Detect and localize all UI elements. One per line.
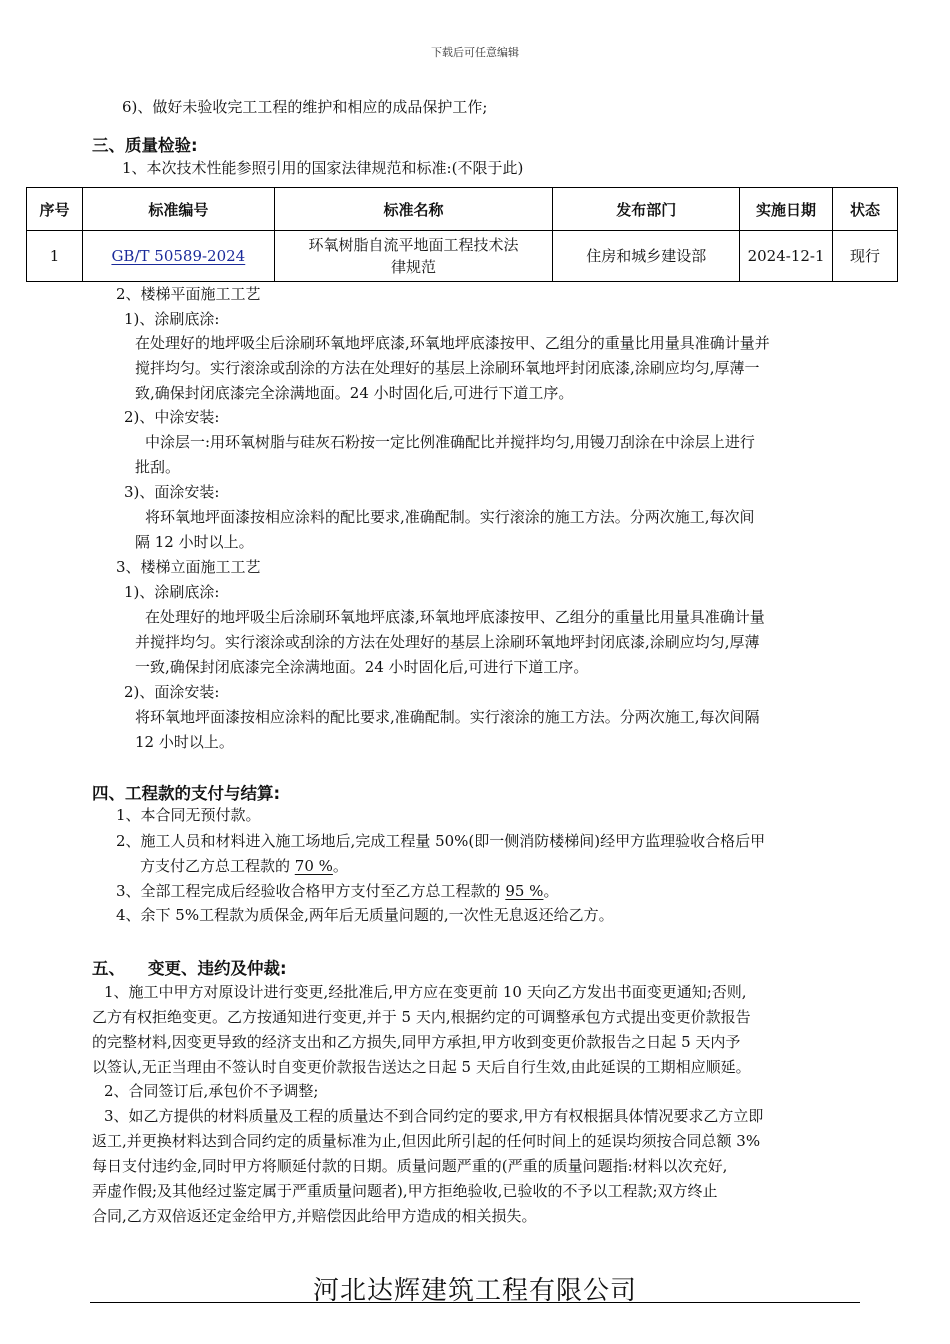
cell-status: 现行	[833, 231, 898, 282]
section-5-p3-line5: 合同,乙方双倍返还定金给甲方,并赔偿因此给甲方造成的相关损失。	[92, 1207, 537, 1225]
section-3-intro: 1、本次技术性能参照引用的国家法律规范和标准:(不限于此)	[122, 159, 524, 177]
section-4-p1: 1、本合同无预付款。	[116, 806, 261, 824]
payment-percent-95: 95 %	[505, 882, 544, 900]
stair-flat-step2-line1: 中涂层一:用环氧树脂与硅灰石粉按一定比例准确配比并搅拌均匀,用镘刀刮涂在中涂层上进行	[145, 433, 755, 451]
stair-vert-step1-title: 1)、涂刷底涂:	[124, 583, 220, 601]
stair-vert-step2-line1: 将环氧地坪面漆按相应涂料的配比要求,准确配制。实行滚涂的施工方法。分两次施工,每次间隔	[135, 708, 760, 726]
section-5-p1-line2: 乙方有权拒绝变更。乙方按通知进行变更,并于 5 天内,根据约定的可调整承包方式提出变更价款报告	[92, 1008, 751, 1026]
col-header-status: 状态	[833, 188, 898, 231]
col-header-name: 标准名称	[274, 188, 553, 231]
stair-vert-step1-line3: 一致,确保封闭底漆完全涂满地面。24 小时固化后,可进行下道工序。	[135, 658, 589, 676]
cell-no: 1	[27, 231, 83, 282]
section-5-p1-line1: 1、施工中甲方对原设计进行变更,经批准后,甲方应在变更前 10 天向乙方发出书面变更通知;否则,	[104, 983, 747, 1001]
cell-dept: 住房和城乡建设部	[553, 231, 740, 282]
header-note: 下载后可任意编辑	[431, 46, 519, 59]
stair-flat-step1-line2: 搅拌均匀。实行滚涂或刮涂的方法在处理好的基层上涂刷环氧地坪封闭底漆,涂刷应均匀,厚薄一	[135, 359, 760, 377]
section-4-p4: 4、余下 5%工程款为质保金,两年后无质量问题的,一次性无息返还给乙方。	[116, 906, 614, 924]
col-header-dept: 发布部门	[553, 188, 740, 231]
standard-code-link[interactable]: GB/T 50589-2024	[111, 247, 246, 265]
section-3-title: 三、质量检验:	[92, 136, 198, 155]
item-6: 6)、做好未验收完工工程的维护和相应的成品保护工作;	[122, 98, 488, 116]
footer-company-name: 河北达辉建筑工程有限公司	[312, 1276, 637, 1306]
standards-table	[26, 187, 898, 282]
stair-vert-step1-line1: 在处理好的地坪吸尘后涂刷环氧地坪底漆,环氧地坪底漆按甲、乙组分的重量比用量具准确计量	[145, 608, 765, 626]
stair-vert-step2-line2: 12 小时以上。	[135, 733, 234, 751]
stair-flat-step3-title: 3)、面涂安装:	[124, 483, 220, 501]
section-5-p3-line4: 弄虚作假;及其他经过鉴定属于严重质量问题者),甲方拒绝验收,已验收的不予以工程款;双方终止	[92, 1182, 718, 1200]
table-header-row	[27, 188, 898, 231]
stair-flat-step3-line1: 将环氧地坪面漆按相应涂料的配比要求,准确配制。实行滚涂的施工方法。分两次施工,每次间	[145, 508, 755, 526]
stair-vert-title: 3、楼梯立面施工工艺	[116, 558, 261, 576]
section-5-p1-line4: 以签认,无正当理由不签认时自变更价款报告送达之日起 5 天后自行生效,由此延误的工期相应顺延。	[92, 1058, 751, 1076]
standard-name-line-2: 律规范	[391, 258, 437, 276]
stair-flat-step3-line2: 隔 12 小时以上。	[135, 533, 254, 551]
section-4-title: 四、工程款的支付与结算:	[92, 784, 281, 803]
section-5-p1-line3: 的完整材料,因变更导致的经济支出和乙方损失,同甲方承担,甲方收到变更价款报告之日起 5 天内予	[92, 1033, 741, 1051]
section-5-p3-line3: 每日支付违约金,同时甲方将顺延付款的日期。质量问题严重的(严重的质量问题指:材料以次充好,	[92, 1157, 728, 1175]
section-5-title: 五、 变更、违约及仲裁:	[92, 959, 287, 978]
col-header-code: 标准编号	[82, 188, 274, 231]
table-row	[27, 231, 898, 282]
stair-flat-step2-line2: 批刮。	[135, 458, 181, 476]
cell-date: 2024-12-1	[740, 231, 833, 282]
section-4-p3: 3、全部工程完成后经验收合格甲方支付至乙方总工程款的 95 %。	[116, 882, 559, 900]
stair-flat-title: 2、楼梯平面施工工艺	[116, 285, 261, 303]
section-5-p3-line1: 3、如乙方提供的材料质量及工程的质量达不到合同约定的要求,甲方有权根据具体情况要求乙方立即	[104, 1107, 764, 1125]
cell-code	[82, 231, 274, 282]
stair-vert-step2-title: 2)、面涂安装:	[124, 683, 220, 701]
section-4-p2-line1: 2、施工人员和材料进入施工场地后,完成工程量 50%(即一侧消防楼梯间)经甲方监理验收合格后甲	[116, 832, 766, 850]
footer-divider	[90, 1302, 860, 1303]
standard-name-line-1: 环氧树脂自流平地面工程技术法	[308, 236, 519, 254]
payment-percent-70: 70 %	[294, 857, 333, 875]
stair-flat-step1-line1: 在处理好的地坪吸尘后涂刷环氧地坪底漆,环氧地坪底漆按甲、乙组分的重量比用量具准确计量并	[135, 334, 770, 352]
cell-name	[274, 231, 553, 282]
stair-flat-step1-title: 1)、涂刷底涂:	[124, 310, 220, 328]
section-5-p2: 2、合同签订后,承包价不予调整;	[104, 1082, 319, 1100]
stair-flat-step2-title: 2)、中涂安装:	[124, 408, 220, 426]
section-4-p2-line2: 方支付乙方总工程款的 70 %。	[140, 857, 348, 875]
col-header-no: 序号	[27, 188, 83, 231]
col-header-date: 实施日期	[740, 188, 833, 231]
stair-vert-step1-line2: 并搅拌均匀。实行滚涂或刮涂的方法在处理好的基层上涂刷环氧地坪封闭底漆,涂刷应均匀,厚薄	[135, 633, 760, 651]
section-5-p3-line2: 返工,并更换材料达到合同约定的质量标准为止,但因此所引起的任何时间上的延误均须按合同总额 3%	[92, 1132, 761, 1150]
stair-flat-step1-line3: 致,确保封闭底漆完全涂满地面。24 小时固化后,可进行下道工序。	[135, 384, 574, 402]
